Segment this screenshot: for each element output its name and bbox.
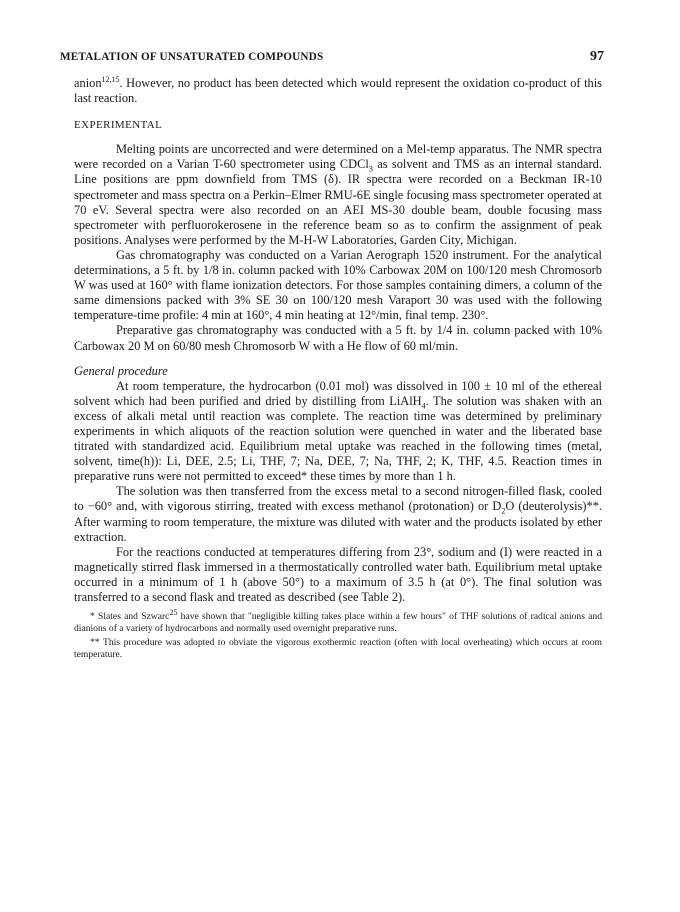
running-title: METALATION OF UNSATURATED COMPOUNDS — [60, 51, 324, 63]
footnotes — [74, 607, 603, 661]
experimental-paragraph-preparative-gc: Preparative gas chromatography was conducted with a 5 ft. by 1/4 in. column packed with 10% Carbowax 20 M on 60/80 mesh Chromosorb W with a He flow of 60 ml/min. — [74, 323, 602, 353]
procedure-paragraph-temperature: For the reactions conducted at temperatures differing from 23°, sodium and (I) were reacted in a magnetically stirred flask immersed in a thermostatically controlled water bath. Equilibrium metal uptake occurred in a minimum of 1 h (above 50°) to a maximum of 3.5 h (at 0°). The final solution was transferred to a second flask and treated as described (see Table 2). — [74, 544, 602, 604]
experimental-paragraph-instruments: Melting points are uncorrected and were determined on a Mel-temp apparatus. The NMR spectra were recorded on a Varian T-60 spectrometer using CDCl$_3$ as solvent and TMS as an internal standard. Line positions are ppm downfield from TMS (δ). IR spectra were recorded on a Beckman IR-10 spectrometer and mass spectra on a Perkin–Elmer RMU-6E single focusing mass spectrometer operated at 70 eV. Several spectra were also recorded on an AEI MS-30 double beam, double focusing mass spectrometer with perfluorokerosene in the reference beam so as to confirm the assignment of peak positions. Analyses were performed by the M-H-W Laboratories, Garden City, Michigan. — [74, 142, 602, 247]
intro-continuation-paragraph: anion$^{12,15}$. However, no product has been detected which would represent the oxidation co-product of this last reaction. — [74, 74, 602, 106]
article-body — [74, 76, 602, 663]
running-head — [60, 49, 604, 65]
subsection-heading-general-procedure: General procedure — [74, 363, 168, 378]
procedure-paragraph-metalation: At room temperature, the hydrocarbon (0.01 mol) was dissolved in 100 ± 10 ml of the ethereal solvent which had been purified and dried by distilling from LiAlH$_4$. The solution was shaken with an excess of alkali metal until reaction was complete. The reaction time was determined by preliminary experiments in which aliquots of the reaction solution were quenched in water and the liberated base titrated with standardized acid. Equilibrium metal uptake was reached in the following times (metal, solvent, time(h)): Li, DEE, 2.5; Li, THF, 7; Na, DEE, 7; Na, THF, 2; K, THF, 4.5. Reaction times in preparative runs were not permitted to exceed* these times by more than 1 h. — [74, 378, 602, 484]
citation-superscript: 12,15 — [101, 74, 120, 84]
footnote-1: * Slates and Szwarc$^{25}$ have shown that "negligible killing takes place within a few hours" of THF solutions of radical anions and dianions of a variety of hydrocarbons and normally used overnight preparative runs. — [74, 607, 603, 635]
experimental-paragraph-gc: Gas chromatography was conducted on a Varian Aerograph 1520 instrument. For the analytical determinations, a 5 ft. by 1/8 in. column packed with 10% Carbowax 20M on 100/120 mesh Chromosorb W was used at 160° with flame ionization detectors. For those samples containing dimers, a column of the same dimensions packed with 3% SE 30 on 100/120 mesh Varaport 30 was used with the following temperature-time profile: 4 min at 160°, 4 min heating at 12°/min, final temp. 230°. — [74, 247, 602, 323]
procedure-paragraph-quench: The solution was then transferred from the excess metal to a second nitrogen-filled flask, cooled to −60° and, with vigorous stirring, treated with excess methanol (protonation) or $D_2O$ (deuterolysis)**. After warming to room temperature, the mixture was diluted with water and the products isolated by ether extraction. — [74, 484, 602, 544]
page-number: 97 — [590, 49, 604, 64]
section-heading-experimental: EXPERIMENTAL — [74, 119, 163, 132]
footnote-2: ** This procedure was adopted to obviate the vigorous exothermic reaction (often with local overheating) which occurs at room temperature. — [74, 637, 602, 661]
